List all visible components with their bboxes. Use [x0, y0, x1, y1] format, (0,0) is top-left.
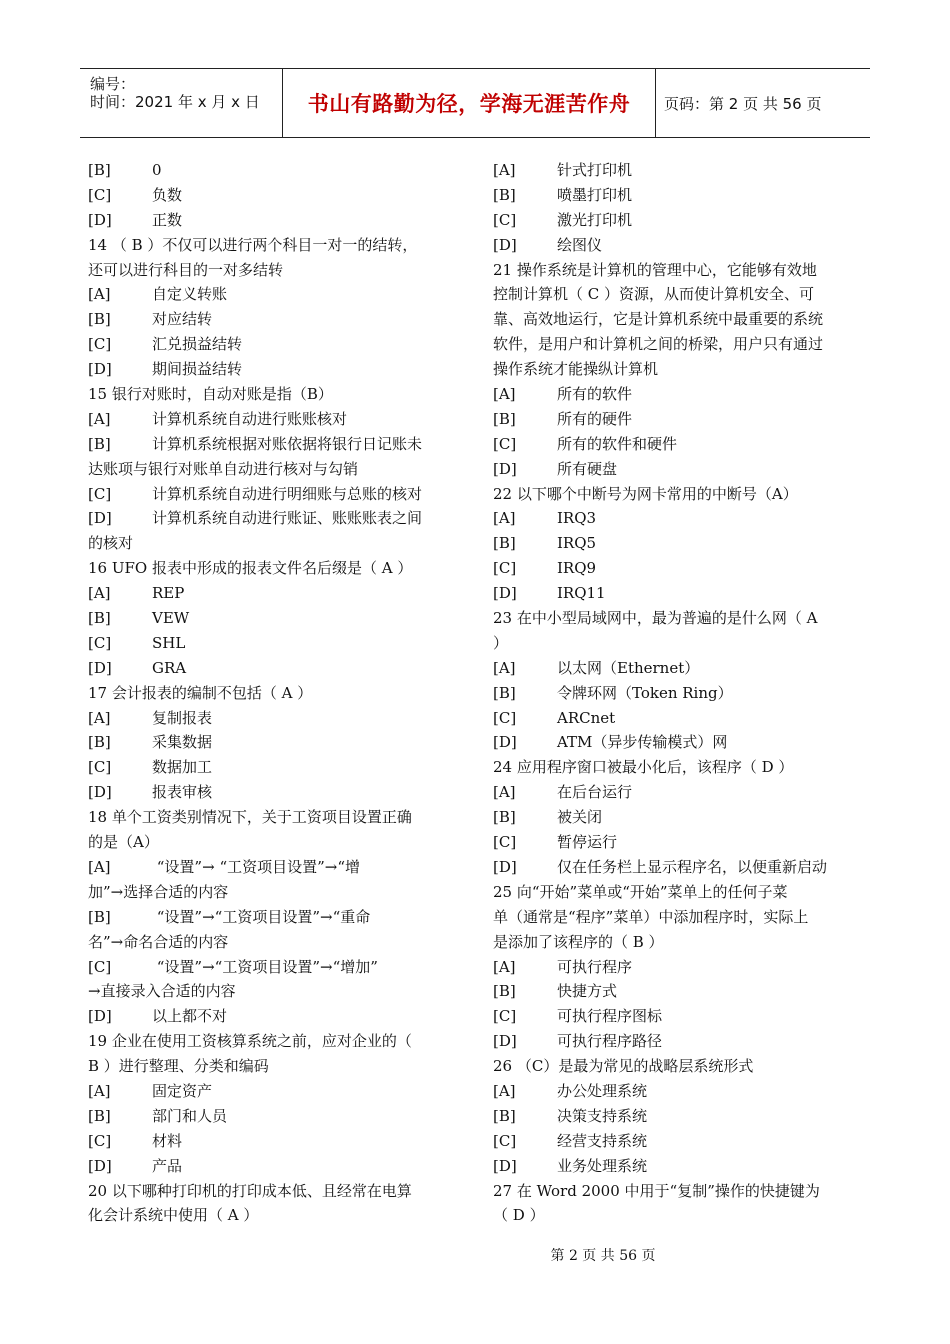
option-letter: [A] [88, 1081, 111, 1100]
option-line [493, 730, 865, 755]
question-line: 操作系统才能操纵计算机 [493, 360, 659, 379]
option-text: GRA [152, 658, 187, 677]
option-text: “设置”→“工资项目设置”→“重命 [152, 907, 371, 926]
option-text: 绘图仪 [557, 235, 603, 254]
option-letter: [C] [493, 708, 517, 727]
option-line [493, 955, 865, 980]
option-text: 负数 [152, 185, 183, 204]
option-line [88, 606, 460, 631]
option-letter: [C] [88, 484, 112, 503]
option-line [493, 1104, 865, 1129]
option-letter: [A] [493, 385, 516, 404]
option-line [493, 382, 865, 407]
option-letter: [B] [493, 808, 516, 827]
option-line [88, 656, 460, 681]
option-letter: [C] [88, 633, 112, 652]
option-text: 部门和人员 [152, 1106, 228, 1125]
option-letter: [C] [493, 1131, 517, 1150]
option-letter: [D] [88, 1007, 112, 1026]
option-letter: [B] [88, 434, 111, 453]
option-text: 采集数据 [152, 733, 213, 752]
option-text: 以上都不对 [152, 1007, 228, 1026]
question-line: 加”→选择合适的内容 [88, 882, 229, 901]
option-letter: [D] [493, 584, 517, 603]
option-text: “设置”→ “工资项目设置”→“增 [152, 857, 361, 876]
option-line [493, 457, 865, 482]
option-line [88, 1004, 460, 1029]
option-text: 激光打印机 [557, 210, 633, 229]
option-letter: [D] [88, 210, 112, 229]
option-letter: [D] [493, 459, 517, 478]
option-letter: [B] [88, 161, 111, 179]
option-letter: [D] [493, 1032, 517, 1051]
option-text: 经营支持系统 [557, 1131, 648, 1150]
option-letter: [B] [88, 609, 111, 628]
option-line [493, 780, 865, 805]
question-line: 软件，是用户和计算机之间的桥梁，用户只有通过 [493, 335, 824, 354]
option-line [493, 681, 865, 706]
option-letter: [C] [493, 434, 517, 453]
option-line [493, 979, 865, 1004]
option-text: 所有的软件和硬件 [557, 434, 678, 453]
option-text: 针式打印机 [557, 161, 633, 179]
option-line [88, 1104, 460, 1129]
option-line [88, 432, 460, 457]
option-text: 喷墨打印机 [557, 185, 633, 204]
option-line [493, 1129, 865, 1154]
option-letter: [D] [493, 733, 517, 752]
question-line: （ D ） [493, 1206, 545, 1225]
time-label: 时间：2021 年 x 月 x 日 [90, 93, 260, 111]
option-text: 决策支持系统 [557, 1106, 648, 1125]
option-text: 计算机系统自动进行明细账与总账的核对 [152, 484, 423, 503]
option-text: 在后台运行 [557, 783, 633, 802]
option-letter: [C] [88, 1131, 112, 1150]
option-letter: [B] [88, 907, 111, 926]
option-text: 汇兑损益结转 [152, 335, 243, 354]
option-text: 期间损益结转 [152, 360, 243, 379]
option-text: IRQ5 [557, 534, 597, 553]
option-letter: [D] [88, 1156, 112, 1175]
header-meta [80, 69, 283, 137]
option-letter: [C] [493, 559, 517, 578]
header-page-cell [656, 69, 870, 137]
option-text: 对应结转 [152, 310, 213, 329]
question-line: 靠、高效地运行，它是计算机系统中最重要的系统 [493, 310, 824, 329]
option-text: 可执行程序图标 [557, 1007, 663, 1026]
footer-page-number: 第 2 页 共 56 页 [550, 1248, 656, 1264]
option-line [493, 208, 865, 233]
option-text: 0 [152, 161, 162, 179]
option-line [493, 233, 865, 258]
option-letter: [C] [88, 185, 112, 204]
option-letter: [D] [493, 235, 517, 254]
option-line [88, 332, 460, 357]
option-text: 被关闭 [557, 808, 603, 827]
question-line: →直接录入合适的内容 [88, 982, 236, 1001]
option-line [88, 905, 460, 930]
option-text: 所有的软件 [557, 385, 633, 404]
option-line [493, 506, 865, 531]
option-line [493, 581, 865, 606]
option-letter: [B] [493, 683, 516, 702]
option-text: 计算机系统根据对账依据将银行日记账未 [152, 434, 423, 453]
page-header [80, 68, 870, 138]
option-letter: [D] [88, 509, 112, 528]
option-line [88, 357, 460, 382]
option-line [493, 1154, 865, 1179]
option-letter: [C] [493, 833, 517, 852]
option-letter: [A] [493, 957, 516, 976]
option-letter: [D] [493, 1156, 517, 1175]
option-letter: [B] [493, 185, 516, 204]
option-letter: [C] [88, 957, 112, 976]
option-text: 报表审核 [152, 783, 213, 802]
option-letter: [B] [88, 733, 111, 752]
option-text: IRQ3 [557, 509, 597, 528]
option-line [88, 755, 460, 780]
option-text: 办公处理系统 [557, 1081, 648, 1100]
question-line: ） [493, 633, 509, 652]
question-line: 名”→命名合适的内容 [88, 932, 229, 951]
option-line [88, 482, 460, 507]
option-text: 产品 [152, 1156, 183, 1175]
option-text: 以太网（Ethernet） [557, 658, 700, 677]
option-line [493, 656, 865, 681]
option-letter: [D] [88, 360, 112, 379]
option-line [88, 1129, 460, 1154]
option-letter: [A] [88, 857, 111, 876]
option-letter: [A] [493, 161, 516, 179]
question-line: 16 UFO 报表中形成的报表文件名后缀是（ A ） [88, 559, 413, 578]
option-letter: [C] [493, 1007, 517, 1026]
option-text: 快捷方式 [557, 982, 618, 1001]
question-line: 23 在中小型局域网中，最为普遍的是什么网（ A [493, 609, 818, 628]
option-line [493, 805, 865, 830]
question-line: 22 以下哪个中断号为网卡常用的中断号（A） [493, 484, 798, 503]
option-text: 计算机系统自动进行账证、账账账表之间 [152, 509, 423, 528]
option-line [88, 158, 460, 183]
option-letter: [A] [88, 285, 111, 304]
option-line [88, 955, 460, 980]
option-line [493, 855, 865, 880]
option-text: 令牌环网（Token Ring） [557, 683, 733, 702]
option-text: IRQ11 [557, 584, 606, 603]
option-text: ATM（异步传输模式）网 [557, 733, 728, 752]
option-letter: [B] [493, 534, 516, 553]
option-line [88, 706, 460, 731]
page-info: 页码：第 2 页 共 56 页 [664, 94, 822, 113]
option-line [88, 581, 460, 606]
option-line [88, 282, 460, 307]
option-line [493, 432, 865, 457]
option-letter: [B] [88, 310, 111, 329]
option-text: VEW [152, 609, 190, 628]
option-text: 正数 [152, 210, 183, 229]
question-line: 25 向“开始”菜单或“开始”菜单上的任何子菜 [493, 882, 788, 901]
option-line [493, 1079, 865, 1104]
option-letter: [C] [88, 758, 112, 777]
question-line: 还可以进行科目的一对多结转 [88, 260, 284, 279]
option-text: 所有硬盘 [557, 459, 618, 478]
number-label: 编号： [90, 75, 136, 93]
option-text: 仅在任务栏上显示程序名，以便重新启动 [557, 857, 828, 876]
page-footer [0, 1245, 950, 1265]
option-letter: [A] [493, 783, 516, 802]
option-text: 可执行程序路径 [557, 1032, 663, 1051]
option-line [493, 1004, 865, 1029]
option-line [493, 1029, 865, 1054]
question-line: 化会计系统中使用（ A ） [88, 1206, 259, 1225]
question-line: 24 应用程序窗口被最小化后，该程序（ D ） [493, 758, 794, 777]
option-text: ARCnet [557, 708, 616, 727]
question-line: 21 操作系统是计算机的管理中心，它能够有效地 [493, 260, 817, 279]
option-line [493, 556, 865, 581]
option-line [493, 407, 865, 432]
question-line: 达账项与银行对账单自动进行核对与勾销 [88, 459, 359, 478]
option-text: 固定资产 [152, 1081, 213, 1100]
option-line [493, 183, 865, 208]
option-text: 自定义转账 [152, 285, 228, 304]
option-line [88, 506, 460, 531]
question-line: 20 以下哪种打印机的打印成本低、且经常在电算 [88, 1181, 412, 1200]
left-column [88, 158, 460, 1228]
option-letter: [B] [493, 1106, 516, 1125]
question-line: 27 在 Word 2000 中用于“复制”操作的快捷键为 [493, 1181, 820, 1200]
option-letter: [A] [88, 584, 111, 603]
question-line: B ）进行整理、分类和编码 [88, 1057, 269, 1076]
option-letter: [C] [88, 335, 112, 354]
option-text: 暂停运行 [557, 833, 618, 852]
option-text: 复制报表 [152, 708, 213, 727]
option-text: REP [152, 584, 185, 603]
question-line: 19 企业在使用工资核算系统之前，应对企业的（ [88, 1032, 412, 1051]
option-letter: [A] [493, 658, 516, 677]
question-line: 控制计算机（ C ）资源，从而使计算机安全、可 [493, 285, 815, 304]
option-letter: [D] [493, 857, 517, 876]
option-line [88, 183, 460, 208]
question-line: 14 （ B ）不仅可以进行两个科目一对一的结转， [88, 235, 418, 254]
option-line [88, 730, 460, 755]
option-text: 可执行程序 [557, 957, 633, 976]
option-line [88, 1154, 460, 1179]
question-line: 15 银行对账时，自动对账是指（B） [88, 385, 333, 404]
option-line [88, 208, 460, 233]
option-line [493, 531, 865, 556]
option-letter: [B] [493, 409, 516, 428]
question-line: 是添加了该程序的（ B ） [493, 932, 664, 951]
option-text: 数据加工 [152, 758, 213, 777]
option-letter: [D] [88, 783, 112, 802]
option-line [88, 855, 460, 880]
option-text: 业务处理系统 [557, 1156, 648, 1175]
option-line [493, 830, 865, 855]
option-line [88, 407, 460, 432]
option-letter: [C] [493, 210, 517, 229]
option-letter: [D] [88, 658, 112, 677]
right-column [493, 158, 865, 1228]
option-line [88, 780, 460, 805]
option-letter: [A] [88, 708, 111, 727]
option-letter: [A] [493, 509, 516, 528]
option-line [88, 307, 460, 332]
option-letter: [B] [88, 1106, 111, 1125]
option-letter: [B] [493, 982, 516, 1001]
option-text: 所有的硬件 [557, 409, 633, 428]
question-line: 17 会计报表的编制不包括（ A ） [88, 683, 313, 702]
option-text: “设置”→“工资项目设置”→“增加” [152, 957, 378, 976]
header-motto-cell [283, 69, 656, 137]
option-line [88, 1079, 460, 1104]
question-line: 的是（A） [88, 833, 159, 852]
motto: 书山有路勤为径，学海无涯苦作舟 [307, 92, 631, 116]
question-line: 单（通常是“程序”菜单）中添加程序时，实际上 [493, 907, 809, 926]
option-text: SHL [152, 633, 186, 652]
option-text: 材料 [152, 1131, 183, 1150]
option-letter: [A] [493, 1081, 516, 1100]
option-line [493, 706, 865, 731]
option-line [88, 631, 460, 656]
option-text: 计算机系统自动进行账账核对 [152, 409, 348, 428]
question-line: 26 （C）是最为常见的战略层系统形式 [493, 1057, 754, 1076]
question-line: 的核对 [88, 534, 134, 553]
option-letter: [A] [88, 409, 111, 428]
question-line: 18 单个工资类别情况下，关于工资项目设置正确 [88, 808, 412, 827]
option-line [493, 158, 865, 183]
option-text: IRQ9 [557, 559, 597, 578]
